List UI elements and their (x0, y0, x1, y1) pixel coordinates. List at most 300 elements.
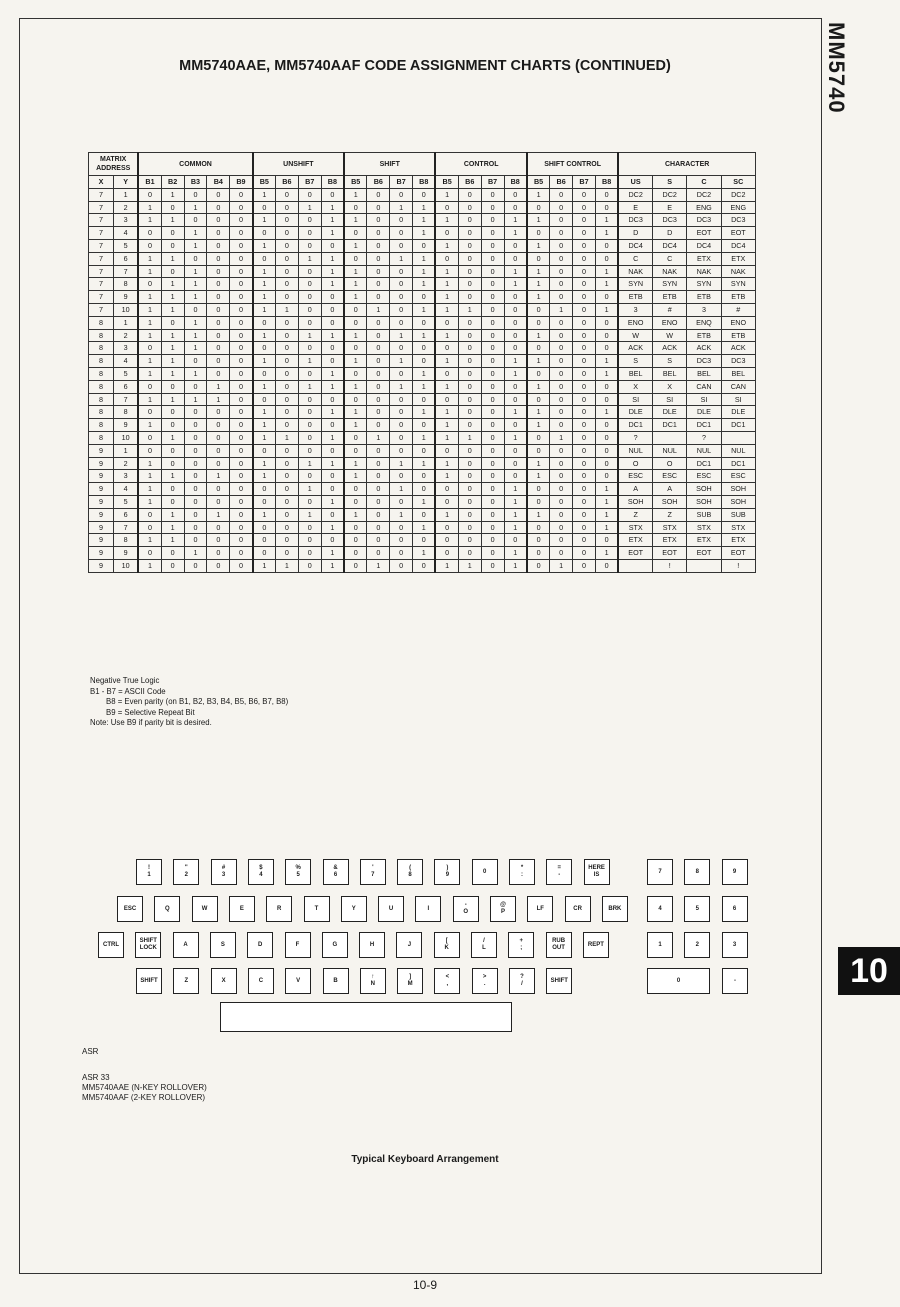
keypad-key (684, 896, 710, 922)
table-cell: 0 (230, 559, 253, 572)
table-cell: 0 (230, 316, 253, 329)
table-cell: 0 (435, 521, 458, 534)
key-legend: 2 (184, 872, 188, 878)
table-cell: 0 (390, 367, 413, 380)
table-row (89, 355, 756, 368)
table-cell: 0 (481, 316, 504, 329)
table-cell: 1 (138, 419, 161, 432)
key-shift-legend: " (184, 865, 188, 871)
table-cell: 0 (321, 444, 344, 457)
table-cell: 0 (275, 508, 298, 521)
table-cell: 1 (298, 457, 321, 470)
table-cell: 9 (89, 547, 114, 560)
table-cell: 0 (275, 483, 298, 496)
table-cell: 0 (550, 239, 573, 252)
table-cell: 0 (504, 291, 527, 304)
table-cell: DC1 (687, 457, 721, 470)
table-cell: 0 (504, 316, 527, 329)
table-cell: 0 (321, 534, 344, 547)
table-cell: 1 (298, 329, 321, 342)
table-cell: 0 (298, 419, 321, 432)
table-cell: 0 (595, 252, 618, 265)
table-cell: 1 (344, 239, 367, 252)
key-legend: IS (593, 872, 600, 878)
key-shift-legend: ? (520, 974, 524, 980)
table-cell: 0 (550, 495, 573, 508)
keyboard-key (434, 968, 460, 994)
table-cell: 0 (367, 291, 390, 304)
page-number: 10-9 (412, 1278, 438, 1292)
table-cell: 0 (321, 188, 344, 201)
table-cell: 1 (344, 265, 367, 278)
table-cell: 0 (550, 329, 573, 342)
table-cell: 1 (253, 188, 276, 201)
table-cell: 0 (230, 495, 253, 508)
table-cell: 0 (253, 444, 276, 457)
table-cell: NAK (618, 265, 652, 278)
table-cell: 1 (321, 265, 344, 278)
table-cell: 0 (390, 534, 413, 547)
table-cell: 0 (595, 201, 618, 214)
table-cell: 0 (550, 457, 573, 470)
keypad-key (684, 932, 710, 958)
table-cell: 0 (481, 239, 504, 252)
table-cell: 0 (367, 380, 390, 393)
table-cell: 0 (161, 201, 184, 214)
table-cell: 0 (527, 483, 550, 496)
table-cell: 0 (275, 444, 298, 457)
table-cell: 1 (413, 431, 436, 444)
table-cell: 0 (595, 188, 618, 201)
table-cell: 0 (550, 355, 573, 368)
table-cell: 0 (344, 547, 367, 560)
table-cell: 0 (344, 444, 367, 457)
table-cell: 0 (481, 419, 504, 432)
table-cell: 1 (161, 329, 184, 342)
table-cell: 1 (344, 278, 367, 291)
table-cell: 0 (550, 316, 573, 329)
table-cell: 0 (573, 457, 596, 470)
keyboard-key (360, 968, 386, 994)
table-cell: 1 (527, 470, 550, 483)
table-cell: SOH (687, 483, 721, 496)
table-cell: DC2 (687, 188, 721, 201)
table-cell: 0 (207, 406, 230, 419)
table-cell: ! (653, 559, 687, 572)
table-cell: 0 (230, 431, 253, 444)
table-cell: 0 (573, 278, 596, 291)
table-cell: 0 (275, 495, 298, 508)
table-cell: 1 (253, 380, 276, 393)
table-cell: 9 (89, 444, 114, 457)
table-cell: 1 (321, 495, 344, 508)
table-row (89, 483, 756, 496)
table-cell: 1 (504, 508, 527, 521)
table-cell: DC4 (721, 239, 755, 252)
table-cell: 1 (207, 508, 230, 521)
key-legend: 0 (676, 977, 681, 984)
table-cell: 0 (253, 227, 276, 240)
table-cell: 0 (275, 252, 298, 265)
keyboard-key (285, 859, 311, 885)
table-cell: 1 (161, 278, 184, 291)
table-cell: 0 (573, 188, 596, 201)
table-cell: 0 (573, 495, 596, 508)
table-cell: 1 (413, 329, 436, 342)
table-cell: 0 (298, 495, 321, 508)
caption-asr33: ASR 33 (82, 1073, 110, 1082)
key-legend: Y (351, 905, 356, 912)
key-legend: 9 (445, 872, 450, 878)
table-cell: 1 (184, 316, 207, 329)
key-legend: Z (184, 977, 189, 984)
table-cell: 0 (207, 329, 230, 342)
table-cell: 0 (573, 252, 596, 265)
table-cell: 0 (207, 444, 230, 457)
note-ascii: B1 - B7 = ASCII Code (90, 686, 166, 696)
table-cell: 0 (138, 227, 161, 240)
keyboard-key (509, 859, 535, 885)
table-cell: 1 (344, 291, 367, 304)
key-legend: X (221, 977, 226, 984)
table-cell: 0 (161, 406, 184, 419)
table-cell: 0 (481, 495, 504, 508)
key-shift-legend: ) (446, 865, 449, 871)
table-cell: 0 (458, 367, 481, 380)
table-cell: DC1 (653, 419, 687, 432)
table-cell: 3 (113, 214, 138, 227)
key-legend: T (314, 905, 319, 912)
table-cell: 0 (230, 188, 253, 201)
table-cell: 1 (184, 201, 207, 214)
table-cell: 1 (321, 201, 344, 214)
table-cell: ENG (687, 201, 721, 214)
table-cell: 10 (113, 431, 138, 444)
table-cell: 1 (321, 367, 344, 380)
table-cell: 1 (184, 342, 207, 355)
table-cell: 0 (275, 188, 298, 201)
table-cell: 8 (89, 367, 114, 380)
key-legend: CR (573, 905, 582, 912)
table-cell: CAN (687, 380, 721, 393)
table-cell: 8 (89, 406, 114, 419)
table-cell: 1 (253, 457, 276, 470)
table-cell: 1 (550, 431, 573, 444)
key-legend: C (258, 977, 264, 984)
table-cell: 0 (527, 547, 550, 560)
table-cell: 1 (138, 291, 161, 304)
table-cell: SYN (618, 278, 652, 291)
key-shift-legend: % (295, 865, 301, 871)
table-cell: 8 (113, 534, 138, 547)
table-cell: 1 (413, 227, 436, 240)
key-shift-legend: & (333, 865, 338, 871)
key-legend: ESC (123, 905, 137, 912)
table-cell: D (653, 227, 687, 240)
table-cell: 0 (367, 534, 390, 547)
table-cell: 0 (230, 278, 253, 291)
table-cell: 0 (138, 380, 161, 393)
table-cell: SI (618, 393, 652, 406)
note-use-b9: Note: Use B9 if parity bit is desired. (90, 718, 212, 727)
key-legend: H (369, 941, 375, 948)
table-cell: 1 (435, 431, 458, 444)
table-cell: 1 (595, 547, 618, 560)
table-row (89, 367, 756, 380)
keyboard-key (229, 896, 255, 922)
table-cell: ACK (721, 342, 755, 355)
table-row (89, 406, 756, 419)
side-part-label: MM5740 (824, 22, 849, 114)
table-cell: 1 (595, 214, 618, 227)
table-cell: 8 (89, 355, 114, 368)
table-cell: 1 (504, 559, 527, 572)
table-cell: 0 (458, 534, 481, 547)
table-cell: 0 (253, 342, 276, 355)
table-cell: 0 (390, 444, 413, 457)
table-cell: 0 (184, 380, 207, 393)
key-legend: G (332, 941, 338, 948)
table-cell: 0 (435, 367, 458, 380)
table-cell: 0 (184, 559, 207, 572)
table-cell: 1 (435, 214, 458, 227)
key-legend: - (734, 977, 736, 984)
table-cell: 0 (413, 316, 436, 329)
table-cell: 1 (527, 239, 550, 252)
table-cell: 0 (458, 406, 481, 419)
table-cell: SOH (653, 495, 687, 508)
table-cell: 1 (435, 265, 458, 278)
key-legend: Q (164, 905, 170, 912)
table-cell: 0 (458, 329, 481, 342)
table-cell: 1 (253, 278, 276, 291)
table-cell: 0 (275, 367, 298, 380)
table-cell: 1 (390, 355, 413, 368)
table-cell: 0 (161, 239, 184, 252)
key-legend: SHIFT (140, 977, 158, 984)
table-cell: 1 (504, 495, 527, 508)
table-cell: 0 (504, 380, 527, 393)
table-cell: 0 (138, 431, 161, 444)
table-cell: 1 (550, 559, 573, 572)
table-cell: 1 (344, 508, 367, 521)
table-row (89, 265, 756, 278)
keyboard-key (173, 859, 199, 885)
table-cell: 0 (230, 239, 253, 252)
table-cell: 0 (184, 406, 207, 419)
table-cell: ESC (653, 470, 687, 483)
table-cell: 0 (458, 355, 481, 368)
table-cell: 0 (230, 329, 253, 342)
table-cell: 0 (550, 201, 573, 214)
table-cell: 0 (527, 495, 550, 508)
group-header: SHIFT (344, 153, 435, 176)
table-cell: 0 (275, 534, 298, 547)
keyboard-key (565, 896, 591, 922)
table-cell: 0 (390, 495, 413, 508)
table-cell: 0 (275, 201, 298, 214)
table-cell: 0 (550, 214, 573, 227)
table-row (89, 201, 756, 214)
table-cell: 0 (573, 508, 596, 521)
table-cell: 0 (321, 393, 344, 406)
table-cell: STX (721, 521, 755, 534)
table-cell: 0 (207, 419, 230, 432)
table-row (89, 291, 756, 304)
table-cell: 0 (413, 483, 436, 496)
table-cell: 0 (527, 431, 550, 444)
keyboard-key (453, 896, 479, 922)
table-cell: W (653, 329, 687, 342)
table-cell: 1 (253, 214, 276, 227)
table-cell (687, 559, 721, 572)
key-legend: K (444, 945, 449, 951)
table-cell: 0 (367, 495, 390, 508)
table-cell: 1 (595, 355, 618, 368)
keypad-key (722, 859, 748, 885)
table-cell: 0 (481, 444, 504, 457)
table-cell: 0 (573, 547, 596, 560)
keyboard-key (173, 932, 199, 958)
table-cell: E (618, 201, 652, 214)
table-cell: 1 (458, 559, 481, 572)
keyboard-key (248, 859, 274, 885)
table-cell: DC1 (618, 419, 652, 432)
keyboard-key (154, 896, 180, 922)
table-cell: DLE (653, 406, 687, 419)
table-cell: 0 (435, 201, 458, 214)
table-cell: 1 (413, 278, 436, 291)
table-cell: 1 (527, 214, 550, 227)
table-cell: 0 (413, 239, 436, 252)
table-cell: 0 (573, 431, 596, 444)
table-cell: 0 (527, 303, 550, 316)
table-cell: 1 (253, 303, 276, 316)
column-header: B6 (458, 176, 481, 189)
table-cell: 0 (595, 444, 618, 457)
table-cell: ENO (618, 316, 652, 329)
table-cell: 0 (253, 316, 276, 329)
table-cell: SI (687, 393, 721, 406)
table-cell: 0 (481, 214, 504, 227)
table-cell: 7 (89, 214, 114, 227)
table-row (89, 521, 756, 534)
table-cell: NUL (618, 444, 652, 457)
key-legend: 3 (732, 941, 737, 948)
table-cell: 0 (207, 227, 230, 240)
table-cell: 1 (435, 559, 458, 572)
table-cell: 0 (207, 291, 230, 304)
column-header: B3 (184, 176, 207, 189)
table-cell: 1 (138, 252, 161, 265)
table-cell: 0 (504, 342, 527, 355)
table-cell: 0 (230, 303, 253, 316)
table-row (89, 393, 756, 406)
table-cell: 1 (390, 380, 413, 393)
table-cell: 0 (321, 291, 344, 304)
table-cell: 1 (298, 508, 321, 521)
table-cell: ACK (618, 342, 652, 355)
table-cell: 0 (161, 483, 184, 496)
table-cell: 1 (367, 303, 390, 316)
table-cell: E (653, 201, 687, 214)
table-cell: 0 (504, 534, 527, 547)
table-cell: 1 (413, 214, 436, 227)
table-cell: 1 (504, 483, 527, 496)
table-cell: BEL (653, 367, 687, 380)
table-cell: 0 (458, 239, 481, 252)
table-cell: 1 (435, 508, 458, 521)
key-legend: . (483, 981, 486, 987)
key-shift-legend: # (221, 865, 226, 871)
table-cell: 0 (138, 521, 161, 534)
table-cell: 0 (321, 508, 344, 521)
table-cell: 0 (367, 252, 390, 265)
keyboard-key (546, 968, 572, 994)
table-cell: EOT (653, 547, 687, 560)
key-legend: J (407, 941, 412, 948)
table-cell: STX (618, 521, 652, 534)
table-cell: DC4 (618, 239, 652, 252)
table-cell: A (618, 483, 652, 496)
keyboard-key (211, 968, 237, 994)
key-shift-legend: < (445, 974, 450, 980)
page-title: MM5740AAE, MM5740AAF CODE ASSIGNMENT CHARTS (CONTINUED) (179, 58, 671, 74)
table-cell: 1 (184, 227, 207, 240)
key-legend: D (258, 941, 263, 948)
table-cell: 0 (230, 265, 253, 278)
table-cell: 1 (504, 278, 527, 291)
table-cell: 1 (390, 201, 413, 214)
table-notes (90, 676, 288, 729)
table-cell: 0 (138, 239, 161, 252)
key-legend: 1 (147, 872, 151, 878)
table-cell: 0 (573, 227, 596, 240)
table-cell: 0 (344, 534, 367, 547)
table-cell: 0 (298, 342, 321, 355)
table-cell: 0 (138, 406, 161, 419)
column-header: B5 (527, 176, 550, 189)
table-cell: 4 (113, 355, 138, 368)
table-cell: NAK (687, 265, 721, 278)
table-cell: 1 (595, 265, 618, 278)
table-cell: 0 (550, 393, 573, 406)
keypad-key (647, 859, 673, 885)
table-cell: 1 (413, 367, 436, 380)
table-cell: 1 (138, 483, 161, 496)
table-cell: 7 (89, 265, 114, 278)
table-cell: 0 (344, 559, 367, 572)
table-cell: 1 (184, 265, 207, 278)
table-cell: 0 (481, 252, 504, 265)
table-cell: 0 (184, 470, 207, 483)
table-cell: 8 (113, 406, 138, 419)
table-cell: 0 (230, 470, 253, 483)
table-row (89, 188, 756, 201)
note-repeat: B9 = Selective Repeat Bit (106, 707, 195, 717)
table-cell: 0 (298, 303, 321, 316)
table-cell: 0 (321, 239, 344, 252)
table-cell: 0 (390, 265, 413, 278)
table-cell: 0 (138, 188, 161, 201)
column-header: B6 (550, 176, 573, 189)
keypad-key (647, 968, 710, 994)
table-cell: 0 (595, 470, 618, 483)
column-header: C (687, 176, 721, 189)
column-header: B5 (435, 176, 458, 189)
keyboard-key (508, 932, 534, 958)
table-cell: 0 (527, 444, 550, 457)
